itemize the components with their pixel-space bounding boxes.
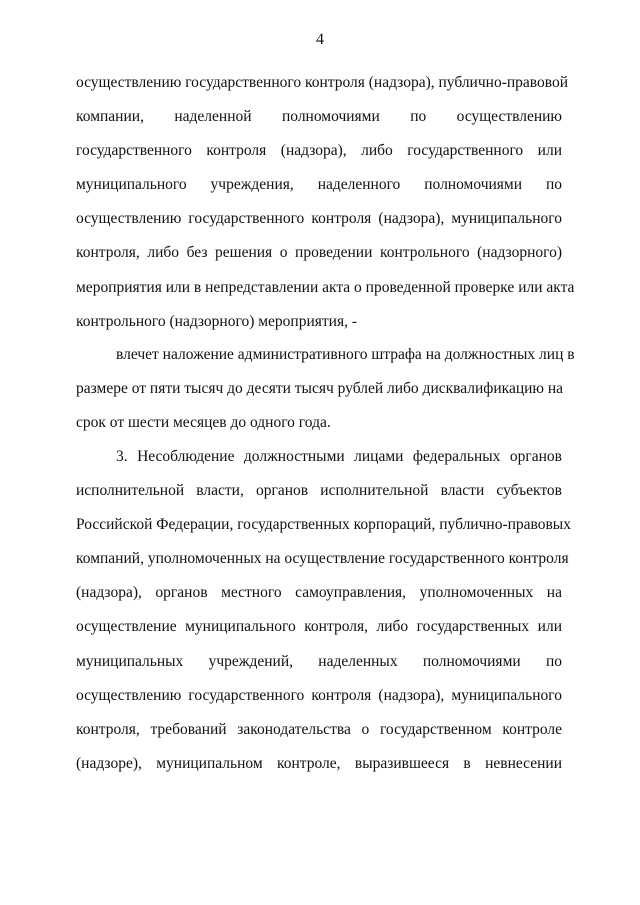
text-line: (надзоре), муниципальном контроле, выразившееся в невнесении	[76, 754, 562, 772]
text-line: компании, наделенной полномочиями по осуществлению	[76, 108, 562, 126]
text-line: 3. Несоблюдение должностными лицами федеральных органов	[116, 448, 562, 465]
text-line: Российской Федерации, государственных корпораций, публично-правовых	[76, 516, 571, 534]
text-line: исполнительной власти, органов исполнительной власти субъектов	[76, 482, 562, 500]
text-line: осуществление муниципального контроля, либо государственных или	[76, 618, 562, 636]
text-line: осуществлению государственного контроля (надзора), муниципального	[76, 210, 562, 228]
paragraph-3	[76, 440, 571, 781]
text-line: муниципальных учреждений, наделенных полномочиями по	[76, 652, 562, 670]
text-line: мероприятия или в непредставлении акта о проведенной проверке или акта	[76, 278, 575, 296]
text-line: (надзора), органов местного самоуправления, уполномоченных на	[76, 584, 562, 602]
paragraph-1	[76, 66, 575, 339]
text-line: контроля, требований законодательства о государственном контроле	[76, 720, 562, 738]
text-line: влечет наложение административного штрафа на должностных лиц в	[116, 346, 575, 363]
text-line: срок от шести месяцев до одного года.	[76, 414, 331, 432]
text-line: размере от пяти тысяч до десяти тысяч рублей либо дисквалификацию на	[76, 380, 564, 398]
text-line: государственного контроля (надзора), либо государственного или	[76, 142, 562, 160]
paragraph-2	[76, 338, 575, 440]
text-line: муниципального учреждения, наделенного полномочиями по	[76, 176, 562, 194]
text-line: компаний, уполномоченных на осуществление государственного контроля	[76, 550, 569, 568]
text-line: осуществлению государственного контроля (надзора), муниципального	[76, 686, 562, 704]
text-line: контрольного (надзорного) мероприятия, -	[76, 312, 358, 330]
page-number: 4	[316, 31, 324, 48]
text-line: осуществлению государственного контроля (надзора), публично-правовой	[76, 74, 568, 91]
text-line: контроля, либо без решения о проведении контрольного (надзорного)	[76, 244, 562, 262]
